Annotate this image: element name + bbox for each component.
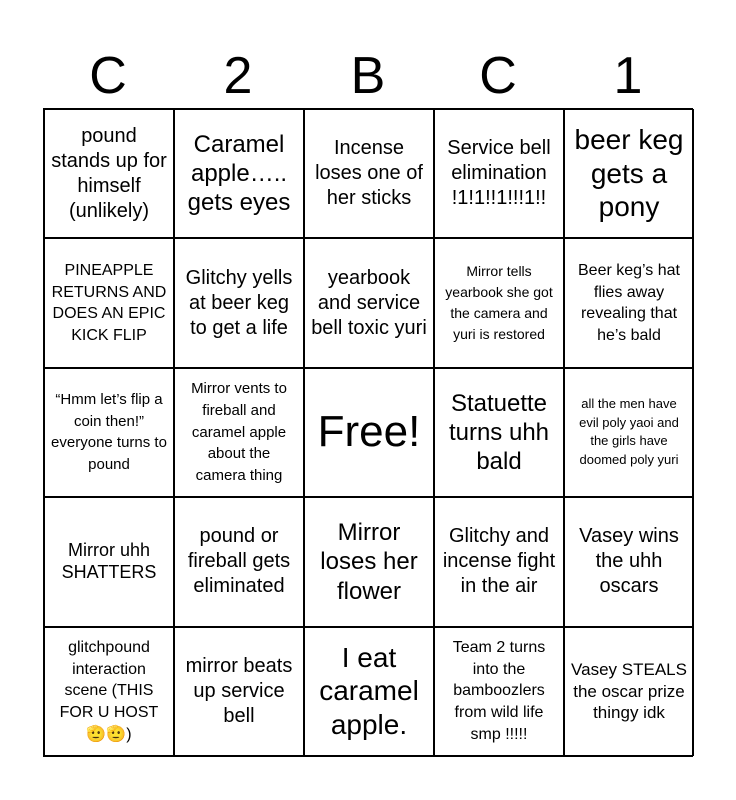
bingo-cell[interactable]: pound or fireball gets eliminated (174, 497, 304, 626)
bingo-cell[interactable]: glitchpound interaction scene (THIS FOR U HOST🫡🫡) (44, 627, 174, 756)
bingo-board (43, 108, 693, 757)
bingo-cell[interactable]: Vasey wins the uhh oscars (564, 497, 694, 626)
bingo-cell[interactable]: Mirror loses her flower (304, 497, 434, 626)
header-letter: 1 (613, 47, 643, 105)
header-letter: B (350, 47, 386, 105)
bingo-cell[interactable]: PINEAPPLE RETURNS AND DOES AN EPIC KICK FLIP (44, 238, 174, 367)
bingo-cell[interactable]: beer keg gets a pony (564, 109, 694, 238)
header-letter: C (89, 47, 127, 105)
bingo-cell[interactable]: mirror beats up service bell (174, 627, 304, 756)
header-letter: C (479, 47, 517, 105)
bingo-cell[interactable]: Team 2 turns into the bamboozlers from wild life smp !!!!! (434, 627, 564, 756)
bingo-cell[interactable]: Beer keg’s hat flies away revealing that he’s bald (564, 238, 694, 367)
bingo-cell[interactable]: Mirror uhh SHATTERS (44, 497, 174, 626)
bingo-cell[interactable]: yearbook and service bell toxic yuri (304, 238, 434, 367)
bingo-cell[interactable]: Caramel apple….. gets eyes (174, 109, 304, 238)
bingo-cell[interactable]: Service bell elimination !1!1!!1!!!1!! (434, 109, 564, 238)
bingo-cell[interactable]: I eat caramel apple. (304, 627, 434, 756)
bingo-cell[interactable]: Statuette turns uhh bald (434, 368, 564, 497)
bingo-cell[interactable]: “Hmm let’s flip a coin then!” everyone turns to pound (44, 368, 174, 497)
bingo-cell[interactable]: Glitchy yells at beer keg to get a life (174, 238, 304, 367)
bingo-cell[interactable]: Vasey STEALS the oscar prize thingy idk (564, 627, 694, 756)
header-letter: 2 (223, 47, 253, 105)
bingo-cell[interactable]: Incense loses one of her sticks (304, 109, 434, 238)
bingo-cell[interactable]: Mirror vents to fireball and caramel apple about the camera thing (174, 368, 304, 497)
bingo-cell[interactable]: Glitchy and incense fight in the air (434, 497, 564, 626)
bingo-cell[interactable]: pound stands up for himself (unlikely) (44, 109, 174, 238)
free-space[interactable]: Free! (304, 368, 434, 497)
bingo-header (43, 44, 693, 108)
bingo-cell[interactable]: all the men have evil poly yaoi and the girls have doomed poly yuri (564, 368, 694, 497)
bingo-cell[interactable]: Mirror tells yearbook she got the camera and yuri is restored (434, 238, 564, 367)
